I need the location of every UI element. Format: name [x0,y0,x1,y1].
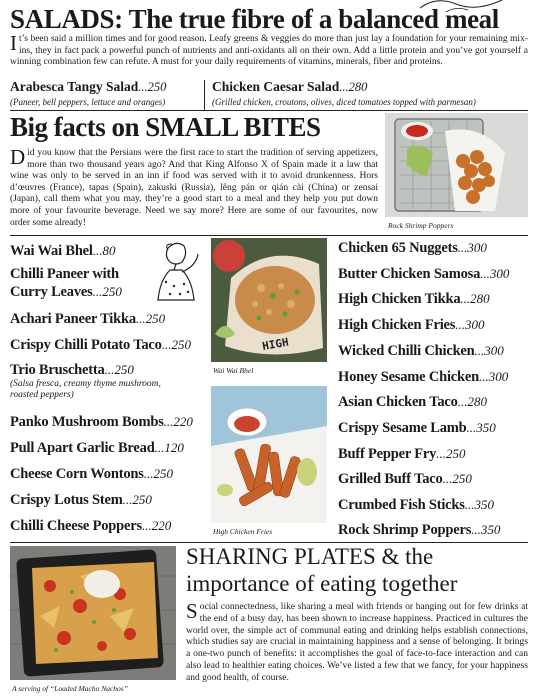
item-price: ...250 [104,362,134,377]
item-name: Crispy Lotus Stem [10,492,123,508]
bag-print-text: HIGH [261,335,290,353]
item-price: ...280 [339,80,368,94]
item-price: ...300 [480,266,510,281]
photo-caption: High Chicken Fries [213,527,273,536]
item-name: Achari Paneer Tikka [10,311,136,327]
item-price: ...250 [436,446,466,461]
dropcap: D [10,145,26,169]
item-name: Wicked Chilli Chicken [338,343,475,359]
menu-item [10,242,116,260]
menu-item [338,290,490,308]
salad-item-caesar [212,78,476,107]
item-price: ...250 [161,337,191,352]
photo-wai-wai-bhel [211,238,327,362]
menu-item [338,239,487,257]
photo-rock-shrimp-poppers [385,113,528,217]
item-price: ...280 [457,394,487,409]
item-name: Panko Mushroom Bombs [10,414,164,430]
item-price: ...350 [466,420,496,435]
section-divider [10,110,528,111]
sharing-plates-intro [186,599,528,685]
item-name: Buff Pepper Fry [338,446,437,462]
item-price: ...220 [141,518,172,533]
item-name: Chilli Cheese Poppers [10,518,142,534]
menu-item [10,266,122,301]
menu-item [338,521,500,539]
menu-item [10,336,191,354]
photo-caption: A serving of “Loaded Macho Nachos” [12,684,128,693]
menu-item [338,393,487,411]
menu-item [338,342,504,360]
item-price: ...250 [92,284,122,299]
item-price: ...220 [163,414,193,429]
item-name: Crispy Sesame Lamb [338,420,467,436]
illustration-woman-icon [150,240,206,308]
item-name: Arabesca Tangy Salad [10,79,139,94]
section-divider [10,542,528,543]
item-name: Wai Wai Bhel [10,243,93,259]
item-price: ...300 [474,343,504,358]
salads-title: SALADS: The true fibre of a balanced meal [10,4,499,34]
item-price: ...250 [138,80,167,94]
photo-caption: Rock Shrimp Poppers [388,221,454,230]
item-name: Cheese Corn Wontons [10,466,144,482]
item-name: Butter Chicken Samosa [338,266,481,282]
item-name: Pull Apart Garlic Bread [10,440,155,456]
item-price: ...300 [479,369,509,384]
dropcap: I [10,31,17,55]
menu-item [338,316,485,334]
menu-item [338,496,494,514]
item-price: ...350 [464,497,494,512]
menu-item [338,265,509,283]
doodle-icon [416,0,506,16]
menu-item [10,491,152,509]
menu-item [338,368,508,386]
salad-item-arabesca [10,78,166,107]
item-price: ...120 [154,440,184,455]
item-price: ...300 [457,240,487,255]
menu-item [10,465,173,483]
item-name: Trio Bruschetta [10,362,105,378]
photo-loaded-macho-nachos [10,546,176,680]
item-price: ...280 [460,291,490,306]
item-price: ...250 [442,471,472,486]
small-bites-title: Big facts on SMALL BITES [10,112,321,142]
item-price: ...250 [135,311,166,326]
menu-item [338,445,465,463]
item-name: Asian Chicken Taco [338,394,458,410]
small-bites-intro [10,145,378,229]
item-price: ...80 [92,243,116,258]
item-name: Grilled Buff Taco [338,471,443,487]
item-desc: (Salsa fresca, creamy thyme mushroom, roasted peppers) [10,379,161,400]
item-name: Honey Sesame Chicken [338,369,480,385]
menu-item [10,439,184,457]
menu-item [10,517,171,535]
menu-item [338,419,496,437]
item-name-continued: Curry Leaves [10,284,93,300]
menu-item [10,310,165,328]
section-divider [10,235,528,236]
small-bites-intro-text: id you know that the Persians were the first race to start the tradition of serving appetizers, more than two thousand years ago? And that King Alfonso X of Spain made it a law that wine was only to be served in an inn if food was served with it to avoid drunkenness. Hors d’œuvres (France), tapas (Spain), zakuski (Russia), lêng pán or qián cài (China) or zensai (Japan), call them what you may, they’re a good start to a meal and they help you put down more of your favourite beverage. Need we say more? Here are some of our favourites, now order some already! [10,148,378,228]
item-name: Chicken Caesar Salad [212,79,340,94]
item-name: Chilli Paneer with [10,266,119,282]
item-price: ...350 [471,522,501,537]
photo-high-chicken-fries [211,386,327,523]
sharing-plates-title: SHARING PLATES & the [186,544,434,569]
sharing-plates-intro-text: ocial connectedness, like sharing a meal with friends or hanging out for few drinks at the end of a busy day, has been shown to increase happiness. Practiced in cultures the world over, the simple act of communal eating and drinking helps establish connections, which studies say are crucial in maintaining happiness and a sense of belonging. It brings a one-two punch of benefits: it accomplishes the goal of face-to-face interaction and can also lead to healthier eating choices. We’ve listed a few that we fancy, for your happiness and good health, of course. [186,602,528,683]
item-name: Crispy Chilli Potato Taco [10,337,162,353]
salads-intro-text: t’s been said a million times and for good reason. Leafy greens & veggies do more than just lay a foundation for your remaining mix-ins, they in fact pack a powerful punch of nutrients and anti-oxidants all on their own. Add a little protein and you’ve got yourself a winning combination few can refute. A must for your daily requirements of vitamins, minerals, fiber and proteins. [10,34,528,68]
item-name: Rock Shrimp Poppers [338,522,472,538]
item-name: Chicken 65 Nuggets [338,240,458,256]
sharing-plates-subtitle: importance of eating together [186,571,458,596]
item-name: High Chicken Tikka [338,291,461,307]
menu-item [10,413,193,431]
menu-item [338,470,472,488]
item-price: ...300 [455,317,485,332]
item-price: ...250 [143,466,173,481]
item-desc: (Grilled chicken, croutons, olives, diced tomatoes topped with parmesan) [212,97,476,107]
salads-intro [10,31,528,69]
item-name: High Chicken Fries [338,317,456,333]
item-name: Crumbed Fish Sticks [338,497,465,513]
menu-item [10,361,180,401]
dropcap: S [186,599,198,623]
column-divider [204,80,205,110]
item-price: ...250 [122,492,152,507]
item-desc: (Paneer, bell peppers, lettuce and oranges) [10,97,166,107]
photo-caption: Wai Wai Bhel [213,366,254,375]
